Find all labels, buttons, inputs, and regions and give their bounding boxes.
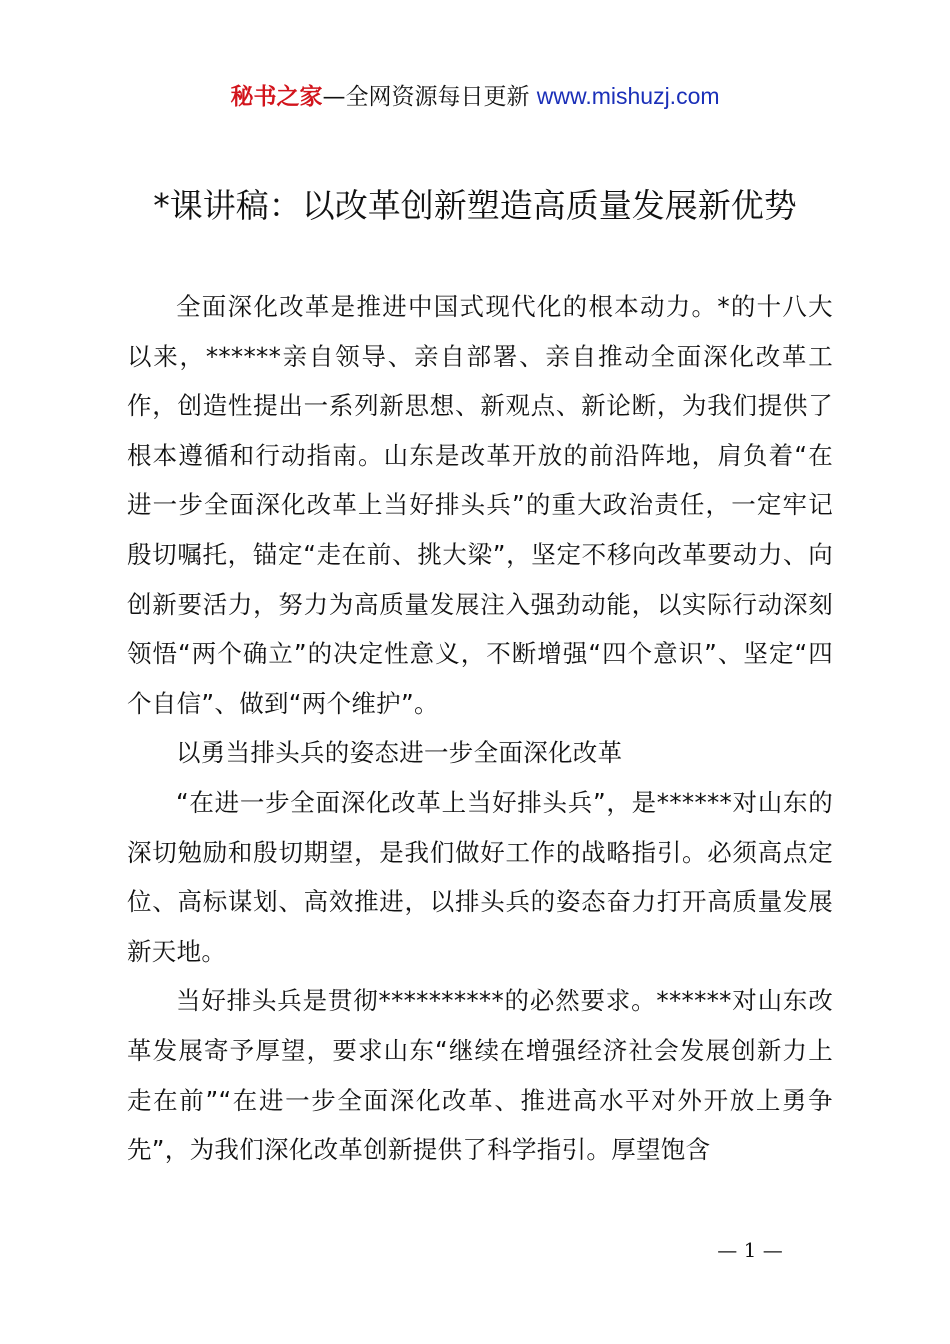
paragraph: 当好排头兵是贯彻**********的必然要求。******对山东改革发展寄予厚望，要求山东“继续在增强经济社会发展创新力上走在前”“在进一步全面深化改革、推进高水平对外开放上勇争先”，为我们深化改革创新提供了科学指引。厚望饱含 (127, 986, 833, 1165)
section-heading: 以勇当排头兵的姿态进一步全面深化改革 (176, 738, 623, 768)
banner-site-link[interactable]: www.mishuzj.com (536, 83, 720, 109)
document-body (127, 282, 833, 1175)
site-banner (0, 80, 950, 113)
page-number: — 1 — (717, 1238, 783, 1262)
paragraph: “在进一步全面深化改革上当好排头兵”，是******对山东的深切勉励和殷切期望，是我们做好工作的战略指引。必须高点定位、高标谋划、高效推进，以排头兵的姿态奋力打开高质量发展新天地。 (127, 787, 833, 966)
banner-slogan: —全网资源每日更新 (322, 84, 530, 110)
paragraph: 全面深化改革是推进中国式现代化的根本动力。*的十八大以来，******亲自领导、亲自部署、亲自推动全面深化改革工作，创造性提出一系列新思想、新观点、新论断，为我们提供了根本遵循和行动指南。山东是改革开放的前沿阵地，肩负着“在进一步全面深化改革上当好排头兵”的重大政治责任，一定牢记殷切嘱托，锚定“走在前、挑大梁”，坚定不移向改革要动力、向创新要活力，努力为高质量发展注入强劲动能，以实际行动深刻领悟“两个确立”的决定性意义，不断增强“四个意识”、坚定“四个自信”、做到“两个维护”。 (127, 292, 833, 718)
document-title: *课讲稿：以改革创新塑造高质量发展新优势 (153, 186, 797, 225)
banner-brand: 秘书之家 (230, 84, 323, 110)
